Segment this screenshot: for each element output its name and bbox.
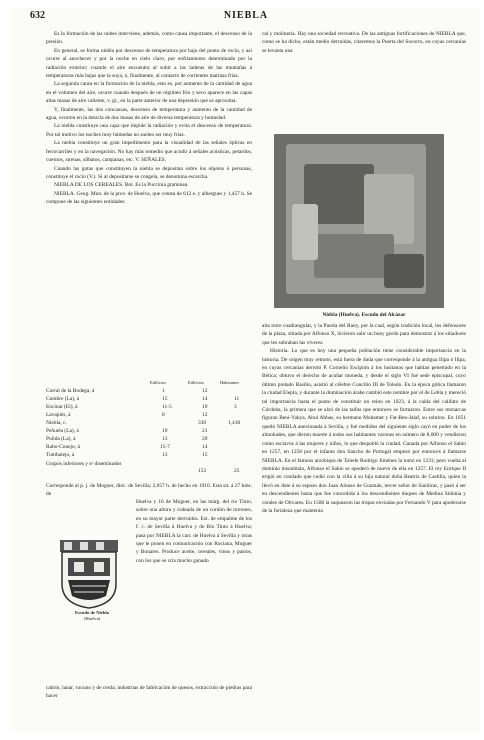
table-cell: Rabo-Conejo, á [46,444,80,450]
table-cell: 11 [234,396,240,402]
paragraph: alta torre cuadrangular, y la Puerta del Ruey, por la cual, según tradición local, los defensores de la plaza, sitiada por Alfonso X, hicieron salir un buey gordo para demostrar á los sitiadores que les sobraban las víveres. [262,323,466,346]
page [12,8,480,732]
right-bottom-text [262,322,466,726]
table-row [46,460,252,476]
table-header: Edificios [188,380,204,385]
paragraph: La niebla constituye una capa que impide la radiación y evita el descenso de temperatura. Por tal motivo los noches muy húmedas no suelen ser muy frías. [46,123,252,138]
paragraph: NIEBLA DE LOS CEREALES. Bot. Es la Puccinia graminea. [54,182,189,189]
table-cell: 3 [234,404,237,410]
paragraph: La niebla constituye un gran impedimento para la visualidad de las señales ópticas en ferrocarriles y en la navegación. No hay más remedio que acudir á señales acústicas, petardos, cuernos, sirenas, silbatos, campanas, etc. V. SEÑALES. [46,140,252,164]
paragraph: Cuando las gotas que constituyen la niebla se depositan sobre los objetos ó personas, constituye el rocío (V.). Si al depositarse se congela, se denomina escarcha. [46,165,252,180]
table-cell: 11-5 [162,404,172,410]
coat-of-arms-image [54,538,124,610]
table-cell: 19 [202,404,208,410]
table-row [46,404,252,412]
table-cell: Cumbre (La), á [46,396,80,402]
table-cell: 25 [234,468,240,474]
table-cell: 19 [162,428,168,434]
table-cell: 15-7 [160,444,170,450]
table-cell: 15 [202,452,208,458]
table-row [46,388,252,396]
table-cell: 13 [162,436,168,442]
table-cell: 1 [162,388,165,394]
table-row [46,436,252,444]
shield-icon [54,538,124,610]
table-cell: 15 [162,396,168,402]
table-cell: Grupos inferiores y e/ diseminados [46,461,122,467]
paragraph: Es la formación de las nubes interviene, además, como causa importante, el descenso de la presión. [46,31,252,46]
coat-caption [52,610,132,622]
paragraph: Historia. Lo que es hoy una pequeña población tiene considerable importancia en la historia. De origen muy remoto, está fuera de duda que corresponde á la antigua Ilipa ó Ilipa, en cuyas cercanías derrotó P. Cornelio Escipión á los lusitanos que habían penetrado en la Bética; obtuvo el derecho de acuñar moneda, y desde el siglo VI fué sede episcopal, cuyo último prelado Basilio, asistió al célebre Concilio III de Toledo. En la época gótica llamaron la ciudad Elepla, y durante la dominación árabe cambió este nombre por el de Lebla y mereció tal importancia hasta el punto de constituir un reino en 1023, á la caída del califato de Córdoba, la primera que se alzó de las taifas que entonces se formaron. Entre sus monarcas figuran Beni-Yahya, Abul Abbas, su hermano Mohamet y Fat-Ben-Jalaf, su sobrino. En 1051 quedó NIEBLA anexionada á Sevilla, y fué medidos del siguiente siglo cayó en poder de los almohades, que dieron muerte á todos sus habitantes varones en número de 8,000 y vendieron como esclavos á las mujeres y niños, lo que despobló la ciudad. Ganada por Alfonso el Sabio en 1257, en 1258 por el infante don Sancho de Portugal empezó por entonces á llamarse NIEBLA. En el famoso arzobispo de Toledo Rodrigo Jiménez la tomó en 1231; pero vuelta al dominio musulmán, Alfonso el Sabio se apoderó de nuevo de ella en 1257. El rey Enrique II erigió en condado que cedió con la villa á su hija natural doña Beatriz de Castilla, quien la llevó en dote á su esposo don Juan Alonso de Guzmán, tercer señor de Sanlúcar, y pasó á ser en descendientes hasta que fue concedida á los descendientes duques de Medina Sidonia y condes de Olivares. En 1508 la saquearon las tropas enviadas por Fernando V para apoderarse de la fortaleza que mantenía [262,348,466,514]
left-column [46,30,252,372]
table-cell: Peñuela (La), á [46,428,79,434]
page-number: 632 [30,10,45,21]
table-cell: Niebla, c. [46,420,67,426]
table-cell: 153 [198,468,207,474]
right-top-text: cal y molinería. Hay una sociedad recreativa. De las antiguas fortificaciones de NIEBLA que, como se ha dicho, están medio derruidas, citaremos la Puerta del Socorro, en cuyas cercanías se levanta una [262,31,466,54]
table-row [46,412,252,420]
paragraph: La segunda causa en la formación de la niebla, esto es, por aumento de la cantidad de agua en el volumen del aire, ocurre cuando después de un régimen frío y seco aparece en las capas altas masas de aire caliente, v. gr., en la parte anterior de una depresión que se aproxima. [46,81,252,105]
table-row [46,452,252,460]
table-row [46,396,252,404]
table-row [46,444,252,452]
table-cell: 14 [202,396,208,402]
page-header [12,8,480,22]
table-cell: Pulida (La), á [46,436,76,442]
page-title: NIEBLA [223,10,269,21]
coat-caption-line: Escudo de Niebla [75,610,109,615]
table-cell: 13 [162,452,168,458]
table-cell: Corral de la Bodega, á [46,388,95,394]
table-row [46,420,252,428]
table-cell: 12 [202,388,208,394]
final-left-text: cabrío, lanar, vacuno y de cerda; industrias de fabricación de quesos, extracción de piedras para hacer [46,685,252,700]
table-cell: 8 [162,412,165,418]
table-cell: Lavapiés, á [46,412,71,418]
table-header: Habitantes [220,380,239,385]
table-cell: 12 [202,412,208,418]
table-cell: 1,418 [228,420,241,426]
table-cell: Encinar (El), á [46,404,78,410]
paragraph: Y, finalmente, las dos concausas, descenso de temperatura y aumento de la cantidad de agua, ocurren en la mezcla de dos masas de aire de diversa temperatura y humedad. [46,106,252,122]
photo-caption: Niebla (Huelva). Escudo del Alcázar [322,312,406,318]
paragraph: En general, se forma niebla por descenso de temperatura por bajo del punto de rocío, y así ocurre al anochecer y por la noche en cielo claro, por enfriamiento determinado por la radiación exterior; cuando el aire encuentra al subir a las laderas de las montañas á temperaturas más bajas que la suya, ó, finalmente, al contacto de corrientes marinas frías. [46,47,252,80]
coat-caption-line: (Huelva) [83,616,101,621]
paragraph: NIEBLA. Geog. Mun. de la prov. de Huelva, que consta de 612 e. y albergues y 1,457 h. Se compone de las siguientes entidades: [46,190,252,206]
table-cell: 20 [202,436,208,442]
castle-photo [274,134,444,308]
table-row [46,428,252,436]
wrapped-text: Huelva y 16 de Moguer, en las márg. del río Tinto, sobre una altura y rodeada de un cordón de torrenes, en su mayor parte derruidos. Est. de empalme de los f. c. de Sevilla á Huelva y de Río Tinto á Huelva; pasa por NIEBLA la carr. de Huelva á Sevilla y otras que le ponen en comunicación con Rociana, Moguer y Bonares. Produce aceite, cereales, vinos y pastos, con los que se cría mucho ganado [136,499,252,564]
table-cell: 330 [198,420,207,426]
table-header: Edificios [150,380,166,385]
table-cell: Tumbalejo, á [46,452,75,458]
table-cell: 21 [202,428,208,434]
municipality-text: Corresponde al p. j. de Moguer, dióc. de Sevilla; 2,057 h. de hecho en 1910. Está sit. á 27 kms. de [46,483,252,498]
table-cell: 14 [202,444,208,450]
